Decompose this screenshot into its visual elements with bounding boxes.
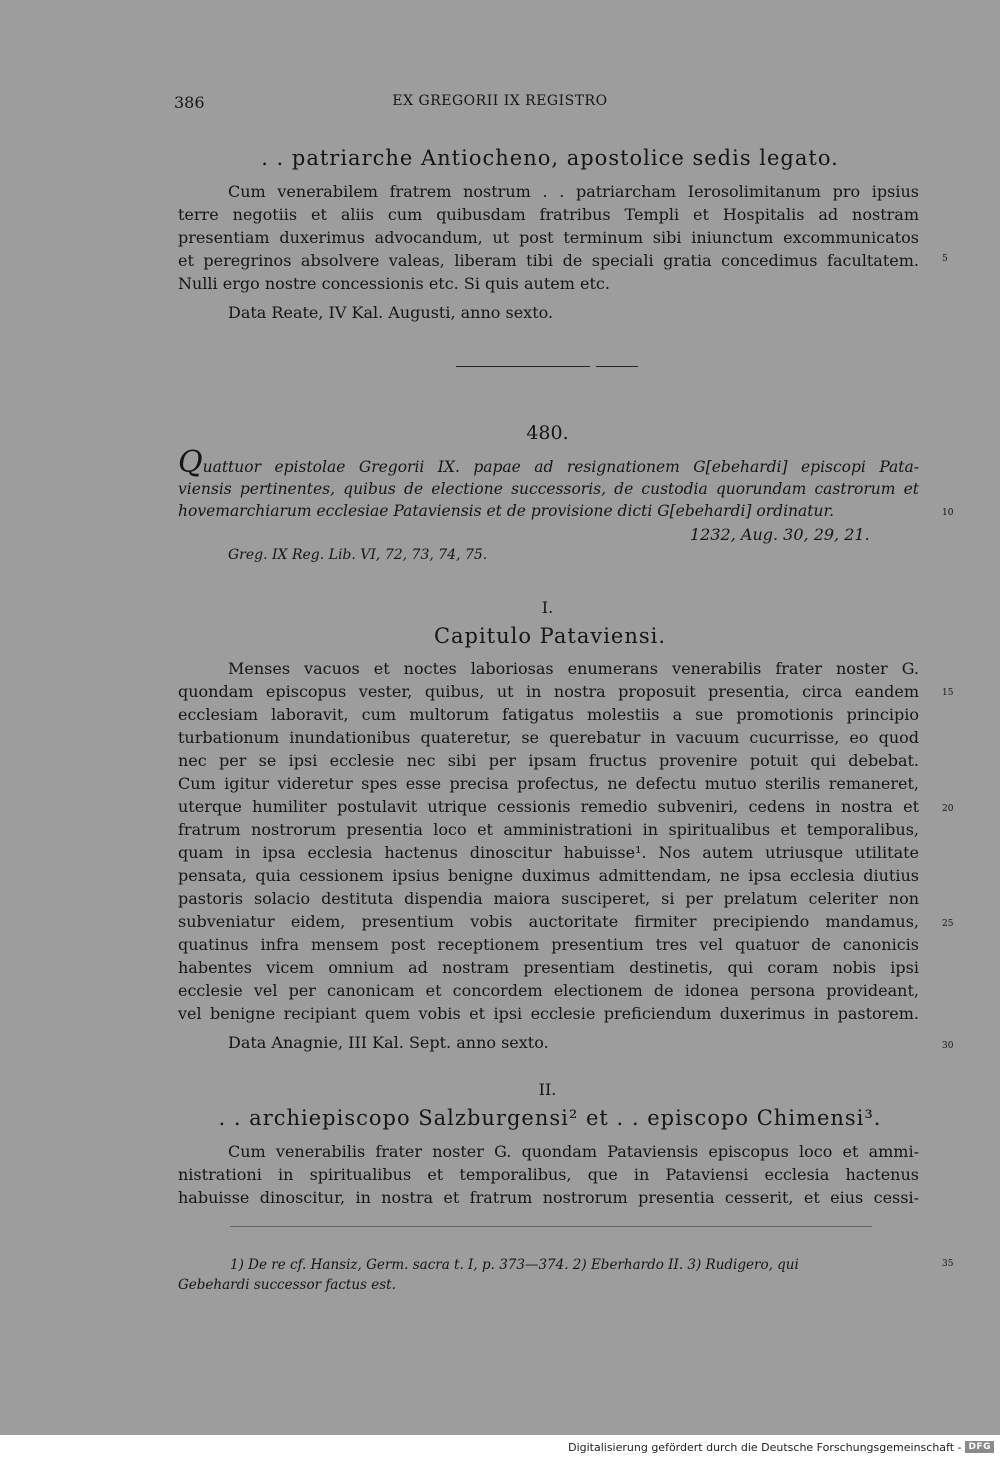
credit-text: Digitalisierung gefördert durch die Deutsche Forschungsgemeinschaft - [568,1440,962,1454]
text-line: ecclesiam laboravit, cum multorum fatigatus molestiis a sue promotionis principio [178,705,919,724]
text-line: Nulli ergo nostre concessionis etc. Si quis autem etc. [178,274,610,293]
text-line: nec per se ipsi ecclesie nec sibi per ipsam fructus provenire potuit qui debebat. [178,751,919,770]
text-line: ecclesie vel per canonicam et concordem electionem de idonea persona provideant, [178,981,919,1000]
section-body [178,657,919,1054]
text-line: Cum venerabilis frater noster G. quondam Pataviensis episcopus loco et ammi- [228,1142,919,1161]
entry-source: Greg. IX Reg. Lib. VI, 72, 73, 74, 75. [228,547,488,563]
section-heading: Capitulo Pataviensi. [433,624,667,648]
line-number: 25 [942,919,954,929]
letter-body [178,180,919,324]
text-line: Cum venerabilem fratrem nostrum . . patriarcham Ierosolimitanum pro ipsius [228,182,919,201]
line-number: 35 [942,1259,954,1269]
text-line: nistrationi in spiritualibus et temporalibus, que in Pataviensi ecclesia hactenus [178,1165,919,1184]
text-line: pastoris solacio destituta dispendia maiora susciperet, si per prelatum celeriter non [178,889,919,908]
text-line: viensis pertinentes, quibus de electione successoris, de custodia quorundam castrorum et [178,480,919,498]
text-line: quatinus infra mensem post receptionem presentium tres vel quatuor de canonicis [178,935,919,954]
text-line: vel benigne recipiant quem vobis et ipsi ecclesie preficiendum duxerimus in pastorem. [178,1004,919,1023]
text-line: uterque humiliter postulavit utrique cessionis remedio subveniri, cedens in nostra et [178,797,919,816]
footnote-line: Gebehardi successor factus est. [178,1277,396,1293]
section-body [178,1140,919,1209]
page-number: 386 [174,93,205,112]
text-line: turbationum inundationibus quateretur, se querebatur in vacuum cucurrisse, eo quod [178,728,919,747]
text-line: habentes vicem omnium ad nostram presentiam destinetis, qui coram nobis ipsi [178,958,919,977]
section-heading: . . archiepiscopo Salzburgensi² et . . episcopo Chimensi³. [218,1106,882,1130]
text-line: quondam episcopus vester, quibus, ut in nostra proposuit presentia, circa eandem [178,682,919,701]
text-line: habuisse dinoscitur, in nostra et fratrum nostrorum presentia cesserit, et eius cessi- [178,1188,919,1207]
text-line: terre negotiis et aliis cum quibusdam fratribus Templi et Hospitalis ad nostram [178,205,919,224]
text-line: quam in ipsa ecclesia hactenus dinoscitur habuisse¹. Nos autem utriusque utilitate [178,843,919,862]
entry-number: 480. [526,422,569,444]
drop-initial: Q [178,445,203,480]
footnote-line: 1) De re cf. Hansiz, Germ. sacra t. I, p. 373—374. 2) Eberhardo II. 3) Rudigero, qui [230,1257,799,1273]
entry-date: 1232, Aug. 30, 29, 21. [690,525,870,544]
text-line: Menses vacuos et noctes laboriosas enumerans venerabilis frater noster G. [228,659,919,678]
text-line: et peregrinos absolvere valeas, liberam tibi de speciali gratia concedimus facultatem. [178,251,919,270]
line-number: 30 [942,1041,954,1051]
entry-summary [178,445,919,522]
line-number: 20 [942,804,954,814]
separator-rule [456,366,590,367]
date-line: Data Anagnie, III Kal. Sept. anno sexto. [228,1033,549,1052]
section-numeral: I. [541,598,554,617]
footnote-rule [230,1226,872,1227]
running-title: EX GREGORII IX REGISTRO [392,93,608,109]
text-line: presentiam duxerimus advocandum, ut post terminum sibi iniunctum excommunicatos [178,228,919,247]
date-line: Data Reate, IV Kal. Augusti, anno sexto. [228,303,554,322]
text-line: fratrum nostrorum presentia loco et amministrationi in spiritualibus et temporalibus, [178,820,919,839]
digitization-credit [568,1437,1000,1457]
dfg-logo: DFG [965,1441,994,1453]
text-line: uattuor epistolae Gregorii IX. papae ad resignationem G[ebehardi] episcopi Pata- [202,458,919,476]
text-line: Cum igitur videretur spes esse precisa profectus, ne defectu mutuo sterilis remaneret, [178,774,919,793]
line-number: 10 [942,508,954,518]
text-line: subveniatur eidem, presentium vobis auctoritate firmiter precipiendo mandamus, [178,912,919,931]
section-numeral: II. [538,1080,557,1099]
separator-rule [596,366,638,367]
line-number: 5 [942,254,948,264]
text-line: hovemarchiarum ecclesiae Pataviensis et de provisione dicti G[ebehardi] ordinatur. [178,502,835,520]
line-number: 15 [942,688,954,698]
text-line: pensata, quia cessionem ipsius benigne duximus admittendam, ne ipsa ecclesia diutius [178,866,919,885]
letter-heading: . . patriarche Antiocheno, apostolice sedis legato. [261,146,839,170]
